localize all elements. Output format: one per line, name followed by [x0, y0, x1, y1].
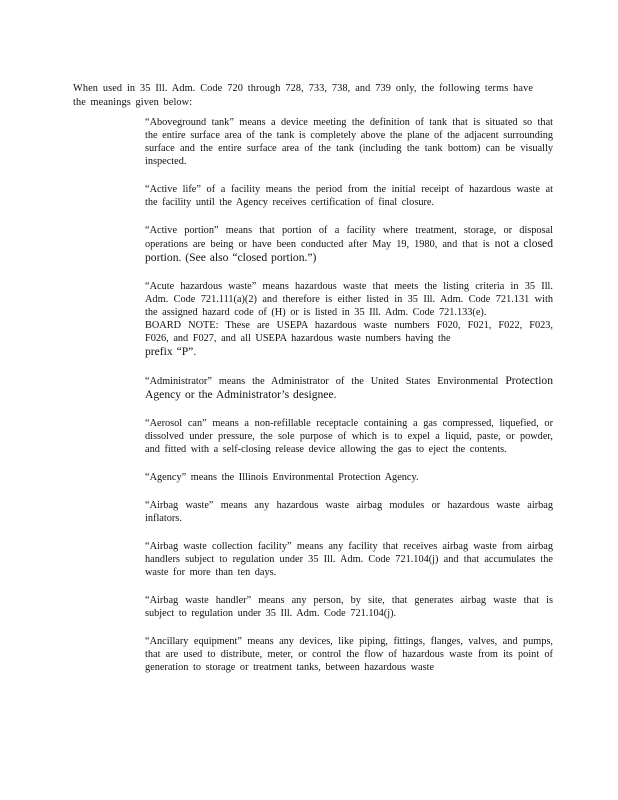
- definition-tail: Protection Agency or the Administrator’s designee.: [145, 374, 554, 401]
- definition-acute-hazardous-waste: [145, 280, 553, 359]
- definition-text: “Active life” of a facility means the period from the initial receipt of hazardous waste at the facility until the Agency receives certification of final closure.: [145, 184, 553, 208]
- definition-tail: prefix “P”.: [145, 345, 197, 358]
- definition-ancillary-equipment: [145, 635, 553, 674]
- definition-text: “Airbag waste” means any hazardous waste airbag modules or hazardous waste airbag inflators.: [145, 500, 553, 524]
- definitions-list: [145, 116, 553, 689]
- definition-airbag-waste-collection-facility: [145, 540, 553, 579]
- definition-airbag-waste: [145, 499, 553, 525]
- definition-tail: not a closed portion. (See also “closed portion.”): [145, 237, 553, 264]
- board-note: BOARD NOTE: These are USEPA hazardous waste numbers F020, F021, F022, F023, F026, and F027, and all USEPA hazardous waste numbers having the: [145, 320, 553, 344]
- definition-text: “Airbag waste handler” means any person, by site, that generates airbag waste that is subject to regulation under 35 Ill. Adm. Code 721.104(j).: [145, 595, 553, 619]
- definition-text: “Aboveground tank” means a device meeting the definition of tank that is situated so that the entire surface area of the tank is completely above the plane of the adjacent surrounding surface and the entire surface area of the tank (including the tank bottom) can be visually inspected.: [145, 117, 553, 167]
- definition-text: “Ancillary equipment” means any devices, like piping, fittings, flanges, valves, and pumps, that are used to distribute, meter, or control the flow of hazardous waste from its point of generation to storage or treatment tanks, between hazardous waste: [145, 636, 553, 673]
- intro-paragraph: When used in 35 Ill. Adm. Code 720 through 728, 733, 738, and 739 only, the following terms have the meanings given below:: [73, 83, 533, 109]
- definition-airbag-waste-handler: [145, 594, 553, 620]
- definition-administrator: [145, 374, 553, 402]
- definition-text: “Administrator” means the Administrator of the United States Environmental: [145, 376, 499, 387]
- definition-text: “Agency” means the Illinois Environmental Protection Agency.: [145, 472, 419, 483]
- definition-aboveground-tank: [145, 116, 553, 168]
- definition-active-life: [145, 183, 553, 209]
- definition-text: “Acute hazardous waste” means hazardous waste that meets the listing criteria in 35 Ill. Adm. Code 721.111(a)(2) and therefore is either listed in 35 Ill. Adm. Code 721.131 with the assigned hazard code of (H) or is listed in 35 Ill. Adm. Code 721.133(e).: [145, 281, 553, 318]
- definition-text: “Active portion” means that portion of a facility where treatment, storage, or disposal operations are being or have been conducted after May 19, 1980, and that is: [145, 225, 553, 250]
- definition-text: “Aerosol can” means a non-refillable receptacle containing a gas compressed, liquefied, or dissolved under pressure, the sole purpose of which is to expel a liquid, paste, or powder, and fitted with a self-closing release device allowing the gas to eject the contents.: [145, 418, 553, 455]
- definition-agency: [145, 471, 553, 484]
- definition-aerosol-can: [145, 417, 553, 456]
- definition-text: “Airbag waste collection facility” means any facility that receives airbag waste from airbag handlers subject to regulation under 35 Ill. Adm. Code 721.104(j) and that accumulates the waste for more than ten days.: [145, 541, 553, 578]
- definition-active-portion: [145, 224, 553, 265]
